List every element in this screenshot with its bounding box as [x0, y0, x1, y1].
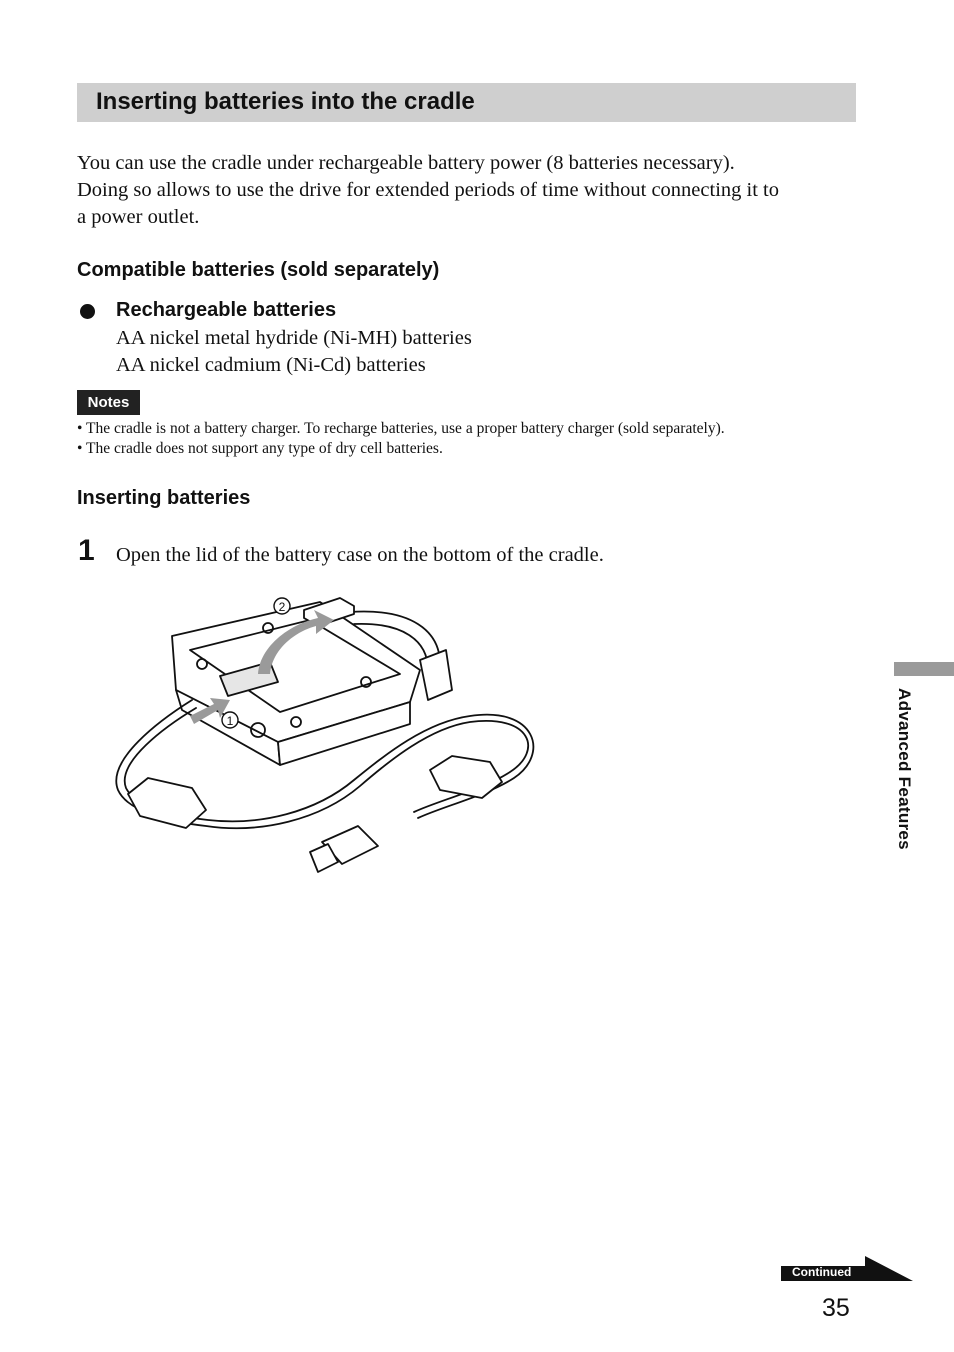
step-number: 1: [78, 534, 95, 567]
intro-line: Doing so allows to use the drive for extended periods of time without connecting it to: [77, 179, 779, 201]
cradle-illustration: [110, 590, 550, 890]
section-header-bar: [77, 83, 856, 122]
continued-marker: [779, 1256, 913, 1282]
rechargeable-batteries-heading: Rechargeable batteries: [116, 299, 337, 321]
compatible-batteries-heading: Compatible batteries (sold separately): [77, 259, 440, 281]
side-tab-label: Advanced Features: [895, 688, 914, 850]
section-title: Inserting batteries into the cradle: [96, 88, 475, 115]
battery-type-item: AA nickel cadmium (Ni-Cd) batteries: [116, 354, 426, 376]
callout-label: 2: [278, 600, 286, 614]
side-tab-bar: [894, 662, 954, 676]
battery-type-item: AA nickel metal hydride (Ni-MH) batteries: [116, 327, 472, 349]
intro-paragraph: [77, 150, 867, 231]
step-text: Open the lid of the battery case on the bottom of the cradle.: [116, 544, 604, 566]
callout-label: 1: [226, 714, 234, 728]
inserting-batteries-heading: Inserting batteries: [77, 487, 251, 509]
bullet-icon: [80, 304, 95, 319]
intro-line: a power outlet.: [77, 206, 200, 228]
continued-label: Continued: [792, 1265, 852, 1279]
note-item: • The cradle is not a battery charger. To recharge batteries, use a proper battery charger (sold separately).: [77, 420, 725, 437]
notes-badge: Notes: [77, 390, 140, 415]
note-item: • The cradle does not support any type of dry cell batteries.: [77, 440, 443, 457]
page-number: 35: [822, 1294, 850, 1322]
intro-line: You can use the cradle under rechargeable battery power (8 batteries necessary).: [77, 152, 735, 174]
